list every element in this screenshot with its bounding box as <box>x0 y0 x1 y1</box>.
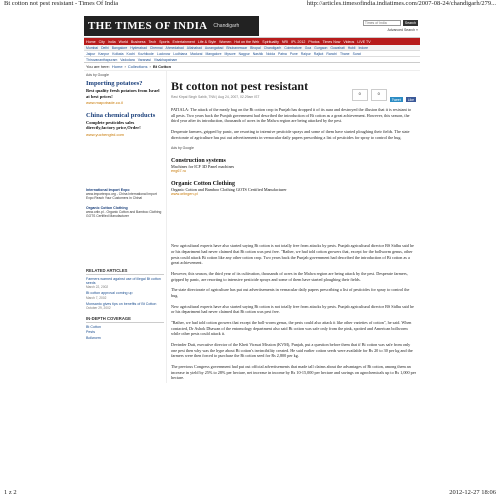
nav-item[interactable]: Photos <box>308 39 320 44</box>
inline-ad-text: Organic Cotton and Bamboo Clothing GOTS Certified Manufacturer <box>171 187 287 193</box>
nav-item[interactable]: Times Now <box>322 39 341 44</box>
related-link[interactable]: Farmers warned against use of illegal Bt cotton seeds <box>86 276 161 286</box>
breadcrumb-home[interactable]: Home <box>111 64 123 69</box>
article-column <box>166 71 420 383</box>
article-paragraph: The state directorate of agriculture has put out advertisements in vernacular daily papers prescribing a list of pesticides for spray to control the bug. <box>171 287 410 299</box>
city-link[interactable]: Aurangabad <box>204 45 224 50</box>
small-ad[interactable] <box>86 188 164 200</box>
city-link[interactable]: Vadodara <box>120 57 135 62</box>
city-link[interactable]: Thane <box>339 51 350 56</box>
nav-item[interactable]: Tech <box>148 39 157 44</box>
city-link[interactable]: Hyderabad <box>130 45 147 50</box>
inline-ad-url[interactable]: eng67.ru <box>171 169 186 174</box>
print-footer <box>4 489 496 498</box>
city-link[interactable]: Surat <box>352 51 361 56</box>
small-ad-text: www.importexpo.org - China International Import Expo Reach Your Customers in China! <box>86 191 157 200</box>
like-button[interactable]: Like <box>407 98 414 102</box>
coverage-link[interactable]: Pests <box>86 330 95 335</box>
related-item[interactable] <box>86 277 164 290</box>
ads-by-google-label: Ads by Google <box>171 146 194 151</box>
city-link[interactable]: Bhubaneswar <box>226 45 248 50</box>
city-link[interactable]: Varanasi <box>137 57 151 62</box>
city-link[interactable]: Guwahati <box>330 45 345 50</box>
city-link[interactable]: Gurgaon <box>314 45 328 50</box>
nav-item[interactable]: Spirituality <box>262 39 279 44</box>
coverage-link[interactable]: Bt Cotton <box>86 325 101 330</box>
city-link[interactable]: Kochi <box>126 51 135 56</box>
nav-item[interactable]: Hot on the Web <box>234 39 260 44</box>
print-header-title: Bt cotton not pest resistant - Times Of India <box>4 0 119 7</box>
city-link[interactable]: Ludhiana <box>173 51 188 56</box>
inline-ad-title[interactable]: Construction systems <box>171 158 226 165</box>
coverage-link[interactable]: Bollworm <box>86 335 101 340</box>
city-link[interactable]: Thiruvananthapuram <box>86 57 118 62</box>
breadcrumb-current: Bt Cotton <box>152 64 172 69</box>
nav-item[interactable]: Life & Style <box>197 39 217 44</box>
masthead <box>84 14 420 38</box>
city-link[interactable]: Pune <box>289 51 298 56</box>
nav-item[interactable]: Sports <box>159 39 170 44</box>
article-paragraph: PATIALA: The attack of the mealy bug on the Bt cotton crop in Punjab has dropped it of its aura and destroyed the illusion that it is resistant to all pests. Two years back the Punjab government had described the introduction of Bt cotton as a great achievement. However, this season, the third year after its introduction, thousands of acres in the Malwa region are being attacked by the pest. <box>171 107 412 124</box>
ads-by-google-label: Ads by Google <box>86 73 109 77</box>
breadcrumb-separator: › <box>149 64 151 69</box>
city-link[interactable]: Raipur <box>300 51 311 56</box>
related-articles-heading: RELATED ARTICLES <box>86 268 164 275</box>
coverage-heading: IN-DEPTH COVERAGE <box>86 316 164 323</box>
article-byline: Ravi Kirpal Singh Sahib, TNN | Aug 24, 2007, 02.29am IST <box>171 95 260 99</box>
small-ad[interactable] <box>86 206 164 218</box>
search-box <box>363 20 420 32</box>
ad-title[interactable]: Importing potatoes? <box>86 80 143 87</box>
ad-text: Best quality fresh potatoes from Israel at best prices! <box>86 88 160 99</box>
city-link[interactable]: Mysore <box>224 51 236 56</box>
city-link[interactable]: Ahmedabad <box>165 45 184 50</box>
breadcrumb-separator: › <box>124 64 126 69</box>
city-link[interactable]: Coimbatore <box>284 45 302 50</box>
edition-label: Chandigarh <box>213 22 240 29</box>
inline-ads <box>171 146 416 196</box>
city-link[interactable]: Bangalore <box>111 45 128 50</box>
small-ad-text: www.orlin.pl - Organic Cotton and Bamboo Clothing GOTS Certified Manufacturer <box>86 209 162 218</box>
article-paragraph: Desperate farmers, gripped by panic, are resorting to intensive pesticide sprays and some of them have started ploughing their fields. The state directorate of agriculture has put out advertisements in vernacular daily papers prescribing a list of pesticides for spray to control the bug. <box>171 129 410 140</box>
search-button[interactable]: Search <box>404 20 416 25</box>
tweet-button[interactable]: Tweet <box>391 98 401 102</box>
left-ad[interactable] <box>86 112 164 137</box>
related-date: March 7, 2002 <box>86 295 107 300</box>
city-link[interactable]: Hubli <box>347 45 356 50</box>
inline-ad-url[interactable]: www.orlingen.pl <box>171 192 198 197</box>
nav-item[interactable]: IPL 2012 <box>291 39 306 44</box>
city-link[interactable]: Allahabad <box>186 45 202 50</box>
nav-item[interactable]: NRI <box>281 39 289 44</box>
breadcrumb-prefix: You are here: <box>86 64 110 69</box>
related-date: March 22, 2002 <box>86 285 109 290</box>
city-link[interactable]: Madurai <box>190 51 203 56</box>
nav-item[interactable]: Home <box>86 39 96 44</box>
article-paragraph: New agricultural experts have also started saying Bt cotton is not totally free from attacks by pests. Punjab agricultural director BS Sidhu said he or his department had never claimed that Bt cotton was pest free. <box>171 303 414 315</box>
share-count[interactable]: 0 <box>352 89 368 101</box>
nav-item[interactable]: India <box>107 39 116 44</box>
left-column <box>84 71 166 383</box>
city-link[interactable]: Kanpur <box>98 51 110 56</box>
city-link[interactable]: Bhopal <box>250 45 261 50</box>
city-link[interactable]: Noida <box>266 51 275 56</box>
share-count-2[interactable]: 0 <box>371 89 387 101</box>
city-link[interactable]: Indore <box>358 45 369 50</box>
related-item[interactable] <box>86 302 164 310</box>
left-ad[interactable] <box>86 80 164 105</box>
city-link[interactable]: Goa <box>304 45 312 50</box>
ad-text: Complete pesticides sales directly,factory price,Order! <box>86 120 141 131</box>
city-link[interactable]: Mumbai <box>86 45 99 50</box>
article-paragraph: However, this season, the third year of its cultivation, thousands of acres in the Malwa region are being attack by the pest. Desperate farmers, gripped by panic, are resorting to intensive pesticide sprays and some of them have started ploughing their fields. <box>171 271 408 282</box>
article-paragraph: Devinder Dutt, executive director of the Kheti Virasat Mission (KVM), Punjab, put a question before them that if Bt cotton was safe from only one pest then why was the hype about Bt cotton's invincibility created. He said earlier cotton seeds were available for Rs 20 to 30 per kg and the farmers were then forced to purchase the Bt cotton seed for Rs 2,800 per kg. <box>171 342 413 359</box>
small-ad-title[interactable]: International Import Expo <box>86 187 130 192</box>
print-timestamp: 2012-12-27 18:06 <box>449 489 496 496</box>
nav-item[interactable]: World <box>118 39 128 44</box>
nav-item[interactable]: Entertainment <box>172 39 195 44</box>
nav-item[interactable]: City <box>98 39 105 44</box>
ad-url[interactable]: www.mapotrade.co.il <box>86 99 123 105</box>
city-link[interactable]: Rajkot <box>313 51 324 56</box>
city-link[interactable]: Chandigarh <box>263 45 282 50</box>
print-header-url: http://articles.timesofindia.indiatimes.com/2007-08-24/chandigarh/279... <box>306 0 496 7</box>
nav-item[interactable]: Business <box>130 39 146 44</box>
nav-item[interactable]: LIVE TV <box>357 39 371 44</box>
city-link[interactable]: Chennai <box>149 45 163 50</box>
breadcrumb-collections[interactable]: Collections <box>127 64 148 69</box>
nav-item[interactable]: Women <box>219 39 232 44</box>
ad-url[interactable]: www.yuchengtrd.com <box>86 131 125 137</box>
city-link[interactable]: Kozhikode <box>137 51 154 56</box>
city-link[interactable]: Nashik <box>252 51 264 56</box>
advanced-search-link[interactable]: Advanced Search » <box>387 27 418 32</box>
related-link[interactable]: Monsanto gives tips on benefits of Bt Cotton <box>86 301 157 306</box>
city-link[interactable]: Delhi <box>101 45 109 50</box>
city-link[interactable]: Visakhapatnam <box>153 57 178 62</box>
search-input[interactable] <box>363 20 401 26</box>
related-item[interactable] <box>86 291 164 299</box>
webpage <box>84 14 420 484</box>
nav-item[interactable]: Videos <box>343 39 355 44</box>
inline-ad-text: Machines for ICF 3D Panel machines <box>171 164 235 170</box>
main-nav <box>84 38 420 45</box>
related-link[interactable]: Bt cotton approval coming up <box>86 291 133 296</box>
site-logo[interactable]: THE TIMES OF INDIA <box>88 19 208 32</box>
logo-block <box>84 16 259 36</box>
page-number: 1 z 2 <box>4 489 17 496</box>
related-date: October 29, 2002 <box>86 306 111 311</box>
city-link[interactable]: Kolkata <box>112 51 124 56</box>
print-header <box>4 0 496 10</box>
inline-ad-title[interactable]: Organic Cotton Clothing <box>171 181 236 188</box>
city-link[interactable]: Ranchi <box>326 51 337 56</box>
ad-title[interactable]: China chemical products <box>86 111 156 119</box>
city-link[interactable]: Patna <box>277 51 287 56</box>
article-paragraph: The previous Congress government had put out official advertisements that made tall claims about the advantages of Bt cotton, among them an increase in yield by 25% to 28% per hectare, net increase in income by Rs 10-15,000 per hectare and savings on agrochemicals up to Rs 1,000 per hectare. <box>171 364 417 381</box>
article-paragraph: New agricultural experts have also started saying Bt cotton is not totally free from attacks by pests. Punjab agricultural director BS Sidhu said he or his department had never claimed that Bt cotton was pest free. "Rather, we had told cotton growers that, except for the bollworm genus, other pests could attack Bt cotton like any other cotton crop. Two years back the Punjab government had described the introduction of Bt cotton as a great achievement. <box>171 243 414 266</box>
article-paragraph: "Rather, we had told cotton growers that except the boll-worm genus, the pests could also attack it like other varieties of cotton", he said. When contacted, Dr Ashok Dhawan of the entomology department also said Bt cotton was safe only from the pink, spotted and American bollworm while other pests could attack it. <box>171 320 412 337</box>
city-link[interactable]: Lucknow <box>156 51 171 56</box>
breadcrumb <box>84 63 420 71</box>
small-ad-title[interactable]: Organic Cotton Clothing <box>86 205 128 210</box>
city-link[interactable]: Mangalore <box>205 51 222 56</box>
city-link[interactable]: Jaipur <box>86 51 96 56</box>
city-link[interactable]: Nagpur <box>238 51 250 56</box>
article-title: Bt cotton not pest resistant <box>171 79 309 93</box>
